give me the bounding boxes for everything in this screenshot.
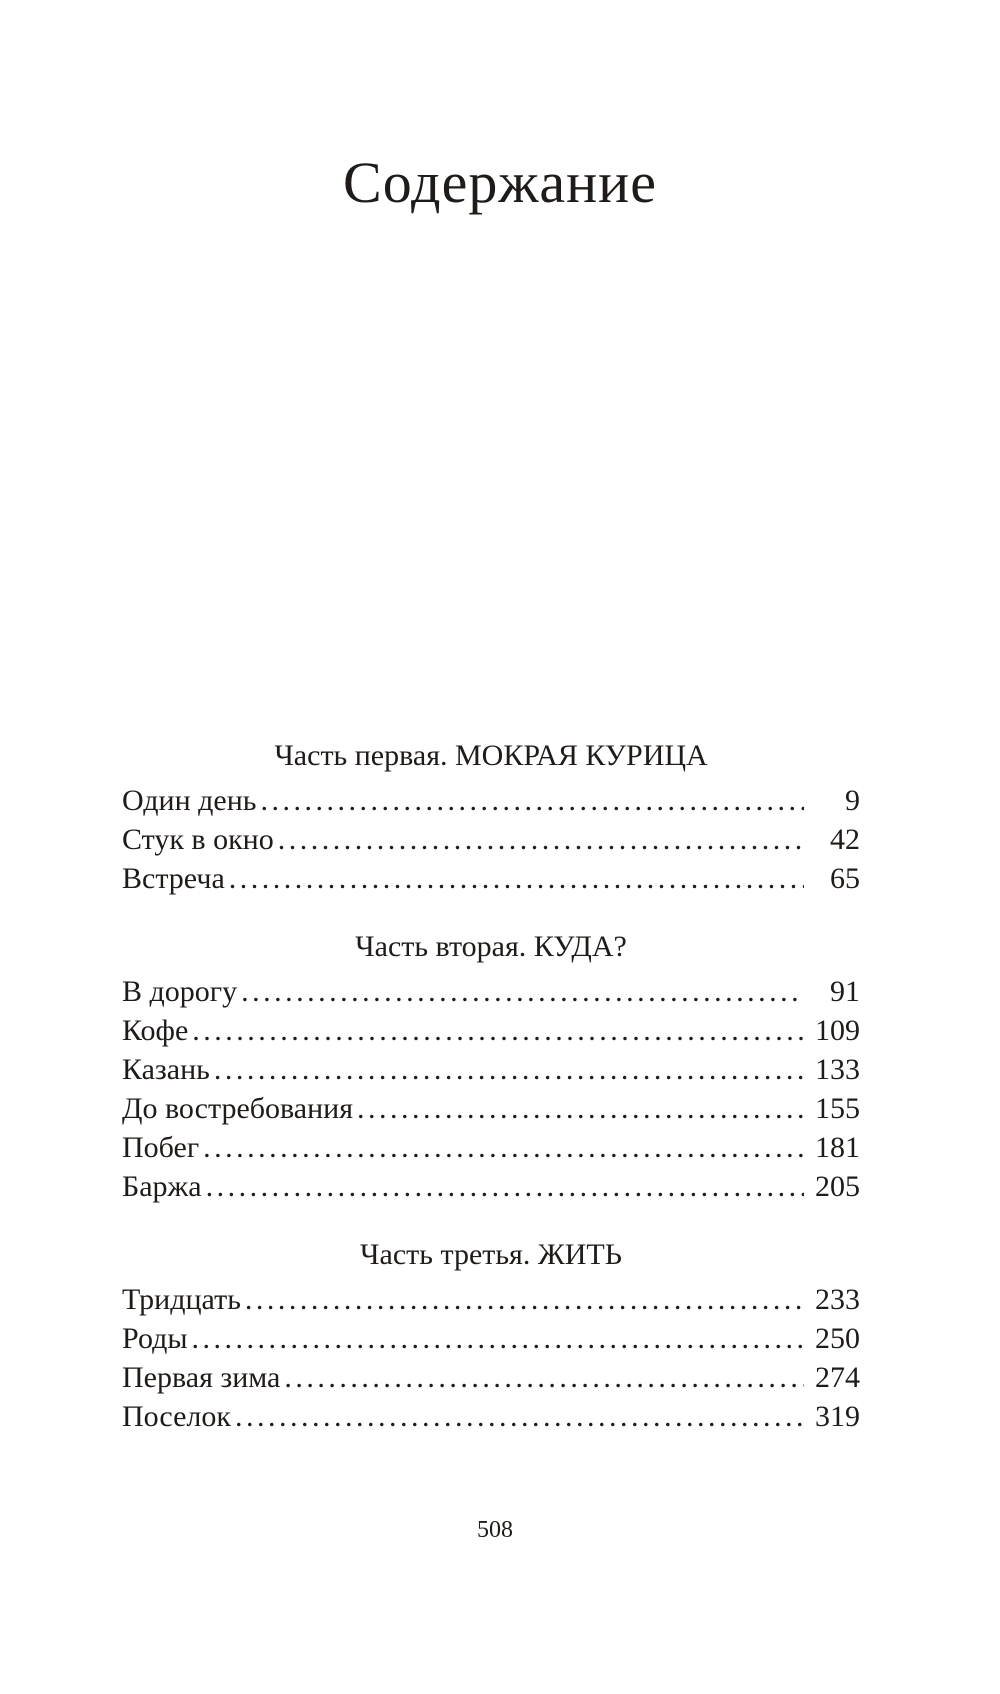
- dot-leader: [260, 781, 804, 820]
- part-heading: Часть первая. МОКРАЯ КУРИЦА: [274, 739, 708, 772]
- toc-entry[interactable]: [122, 1050, 860, 1089]
- dot-leader: [357, 1089, 804, 1128]
- dot-leader: [206, 1167, 804, 1206]
- entry-title: Тридцать: [122, 1283, 241, 1316]
- toc-entry[interactable]: [122, 1167, 860, 1206]
- dot-leader: [235, 1397, 804, 1436]
- entry-page-number: 91: [830, 975, 860, 1008]
- entry-title: В дорогу: [122, 975, 238, 1008]
- entry-page-number: 274: [815, 1361, 860, 1394]
- dot-leader: [245, 1280, 804, 1319]
- dot-leader: [192, 1319, 805, 1358]
- toc-entry[interactable]: [122, 1280, 860, 1319]
- part-heading: Часть третья. ЖИТЬ: [360, 1238, 622, 1271]
- dot-leader: [214, 1050, 804, 1089]
- dot-leader: [241, 972, 804, 1011]
- entry-page-number: 250: [815, 1322, 860, 1355]
- entry-title: Роды: [122, 1322, 188, 1355]
- toc-entry[interactable]: [122, 1358, 860, 1397]
- entry-page-number: 109: [815, 1014, 860, 1047]
- entry-page-number: 155: [815, 1092, 860, 1125]
- toc-entry[interactable]: [122, 781, 860, 820]
- toc-entry[interactable]: [122, 820, 860, 859]
- dot-leader: [229, 859, 804, 898]
- toc-entry[interactable]: [122, 1319, 860, 1358]
- entry-title: Поселок: [122, 1400, 231, 1433]
- part-3: [122, 1234, 860, 1436]
- entry-title: Встреча: [122, 862, 225, 895]
- toc-entry[interactable]: [122, 1089, 860, 1128]
- entry-title: До востребования: [122, 1092, 354, 1125]
- entry-title: Баржа: [122, 1170, 202, 1203]
- entry-page-number: 319: [815, 1400, 860, 1433]
- entry-page-number: 205: [815, 1170, 860, 1203]
- entry-page-number: 9: [845, 784, 860, 817]
- entry-title: Побег: [122, 1131, 200, 1164]
- toc-entry[interactable]: [122, 1128, 860, 1167]
- entry-title: Кофе: [122, 1014, 189, 1047]
- part-1: [122, 735, 860, 898]
- entry-title: Один день: [122, 784, 257, 817]
- part-heading: Часть вторая. КУДА?: [355, 930, 627, 963]
- entry-title: Стук в окно: [122, 823, 274, 856]
- dot-leader: [278, 820, 804, 859]
- entry-title: Казань: [122, 1053, 210, 1086]
- entry-page-number: 65: [830, 862, 860, 895]
- part-2: [122, 926, 860, 1206]
- dot-leader: [203, 1128, 804, 1167]
- entry-title: Первая зима: [122, 1361, 281, 1394]
- entry-page-number: 42: [830, 823, 860, 856]
- page-number: 508: [477, 1517, 513, 1543]
- page-title: Содержание: [343, 150, 657, 215]
- entry-page-number: 133: [815, 1053, 860, 1086]
- table-of-contents: [122, 735, 860, 1464]
- toc-entry[interactable]: [122, 972, 860, 1011]
- toc-entry[interactable]: [122, 1011, 860, 1050]
- dot-leader: [192, 1011, 804, 1050]
- entry-page-number: 181: [815, 1131, 860, 1164]
- entry-page-number: 233: [815, 1283, 860, 1316]
- toc-entry[interactable]: [122, 1397, 860, 1436]
- toc-entry[interactable]: [122, 859, 860, 898]
- dot-leader: [284, 1358, 804, 1397]
